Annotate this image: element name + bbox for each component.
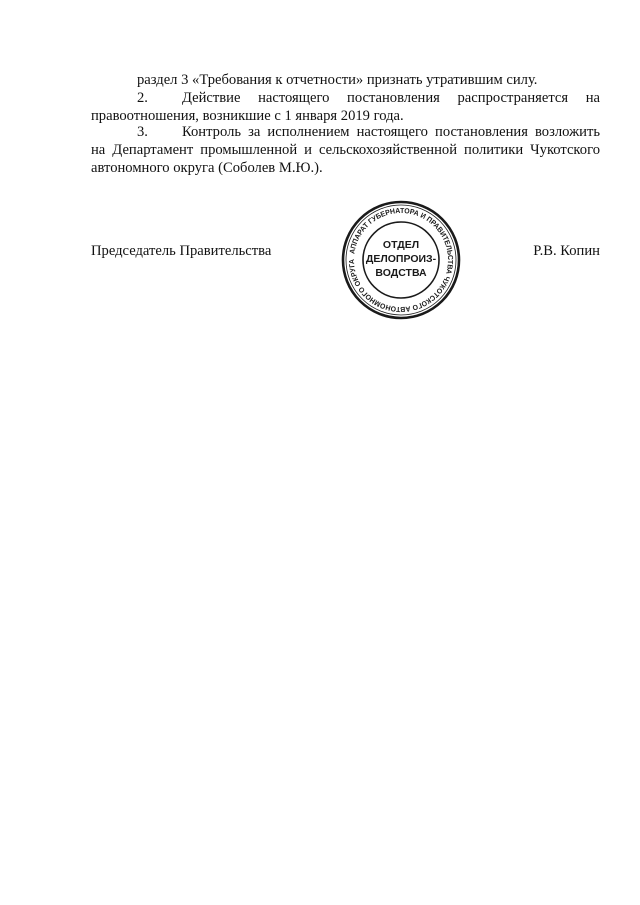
paragraph-section-3 <box>91 71 600 89</box>
official-stamp <box>337 196 465 324</box>
stamp-line-2: ДЕЛОПРОИЗ- <box>365 253 437 265</box>
paragraph-2-text: Действие настоящего постановления распространяется на правоотношения, возникшие с 1 января 2019 года. <box>91 90 600 124</box>
paragraph-3 <box>91 123 600 177</box>
stamp-line-3: ВОДСТВА <box>375 267 427 279</box>
stamp-ring-text: АППАРАТ ГУБЕРНАТОРА И ПРАВИТЕЛЬСТВА ЧУКОТСКОГО АВТОНОМНОГО ОКРУГА <box>346 205 456 315</box>
paragraph-1-text: раздел 3 «Требования к отчетности» признать утратившим силу. <box>137 72 538 88</box>
signatory-name: Р.В. Копин <box>533 243 600 259</box>
stamp-seal-graphic <box>337 196 465 324</box>
signatory-position: Председатель Правительства <box>91 243 272 259</box>
paragraph-3-text: Контроль за исполнением настоящего постановления возложить на Департамент промышленной и сельскохозяйственной политики Чукотского автономного округа (Соболев М.Ю.). <box>91 124 600 176</box>
paragraph-2-number: 2. <box>137 90 148 106</box>
stamp-line-1: ОТДЕЛ <box>382 239 420 251</box>
paragraph-2 <box>91 89 600 125</box>
paragraph-3-number: 3. <box>137 124 148 140</box>
